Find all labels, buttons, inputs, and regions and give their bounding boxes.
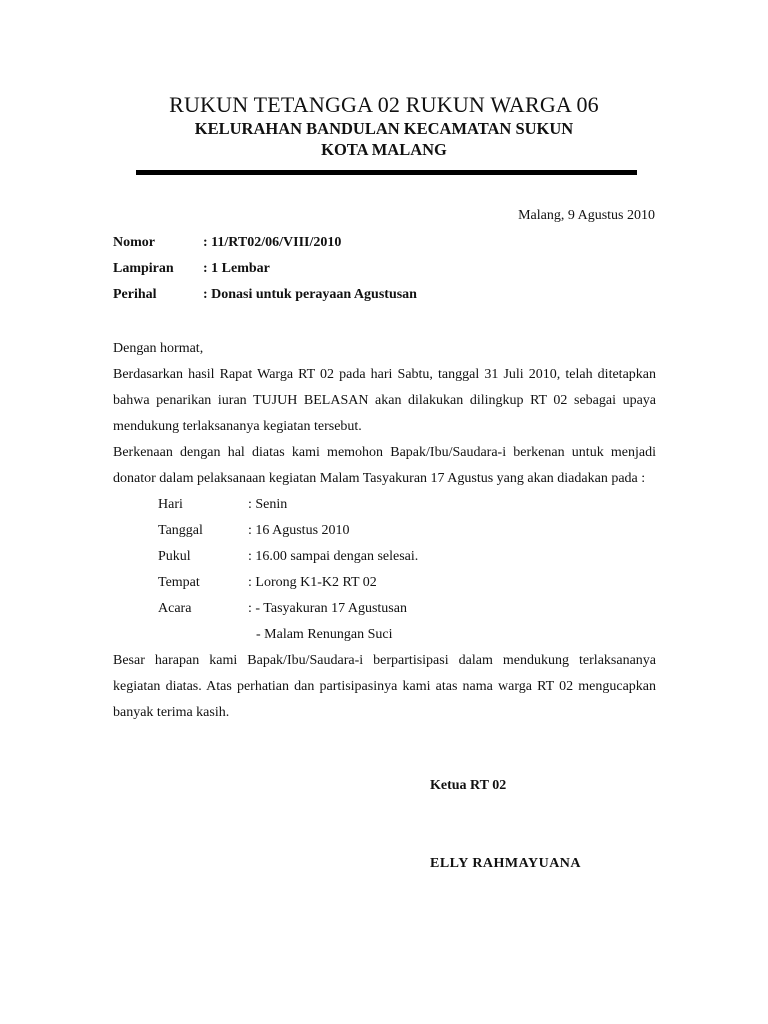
- detail-label: Acara: [158, 601, 192, 616]
- letterhead: [0, 92, 768, 160]
- detail-row-hari: [158, 492, 656, 518]
- detail-row-acara-extra: [158, 622, 656, 648]
- detail-value: - Malam Renungan Suci: [256, 627, 393, 642]
- letter-body: [113, 336, 656, 726]
- meta-value: : Donasi untuk perayaan Agustusan: [203, 287, 417, 302]
- detail-label: Tempat: [158, 575, 200, 590]
- greeting: Dengan hormat,: [113, 341, 204, 356]
- letterhead-divider: [136, 170, 637, 175]
- letterhead-city: KOTA MALANG: [321, 140, 447, 159]
- detail-label: Tanggal: [158, 523, 203, 538]
- signature-title: Ketua RT 02: [430, 778, 507, 793]
- meta-row-perihal: [113, 285, 673, 311]
- detail-row-acara: [158, 596, 656, 622]
- meta-row-lampiran: [113, 259, 673, 285]
- meta-value: : 1 Lembar: [203, 261, 270, 276]
- meta-label: Nomor: [113, 235, 155, 250]
- detail-label: Pukul: [158, 549, 191, 564]
- meta-row-nomor: [113, 233, 673, 259]
- detail-row-tempat: [158, 570, 656, 596]
- detail-row-tanggal: [158, 518, 656, 544]
- paragraph-2: Berkenaan dengan hal diatas kami memohon Bapak/Ibu/Saudara-i berkenan untuk menjadi donator dalam pelaksanaan kegiatan Malam Tasyakuran 17 Agustus yang akan diadakan pada :: [113, 445, 656, 486]
- paragraph-1: Berdasarkan hasil Rapat Warga RT 02 pada hari Sabtu, tanggal 31 Juli 2010, telah ditetapkan bahwa penarikan iuran TUJUH BELASAN akan dilakukan dilingkup RT 02 sebagai upaya mendukung terlaksananya kegiatan tersebut.: [113, 367, 656, 434]
- meta-label: Perihal: [113, 287, 157, 302]
- detail-value: : - Tasyakuran 17 Agustusan: [248, 601, 407, 616]
- detail-label: Hari: [158, 497, 183, 512]
- letter-meta: [113, 233, 673, 311]
- detail-value: : 16 Agustus 2010: [248, 523, 350, 538]
- detail-value: : 16.00 sampai dengan selesai.: [248, 549, 419, 564]
- meta-label: Lampiran: [113, 261, 174, 276]
- paragraph-3: Besar harapan kami Bapak/Ibu/Saudara-i berpartisipasi dalam mendukung terlaksananya kegiatan diatas. Atas perhatian dan partisipasinya kami atas nama warga RT 02 mengucapkan banyak terima kasih.: [113, 653, 656, 720]
- detail-value: : Lorong K1-K2 RT 02: [248, 575, 377, 590]
- event-details: [113, 492, 656, 648]
- letterhead-district: KELURAHAN BANDULAN KECAMATAN SUKUN: [194, 119, 574, 138]
- letterhead-organization: RUKUN TETANGGA 02 RUKUN WARGA 06: [169, 92, 599, 117]
- meta-value: : 11/RT02/06/VIII/2010: [203, 235, 342, 250]
- signature-name: ELLY RAHMAYUANA: [430, 856, 582, 871]
- detail-value: : Senin: [248, 497, 288, 512]
- detail-row-pukul: [158, 544, 656, 570]
- letter-date: Malang, 9 Agustus 2010: [518, 208, 655, 223]
